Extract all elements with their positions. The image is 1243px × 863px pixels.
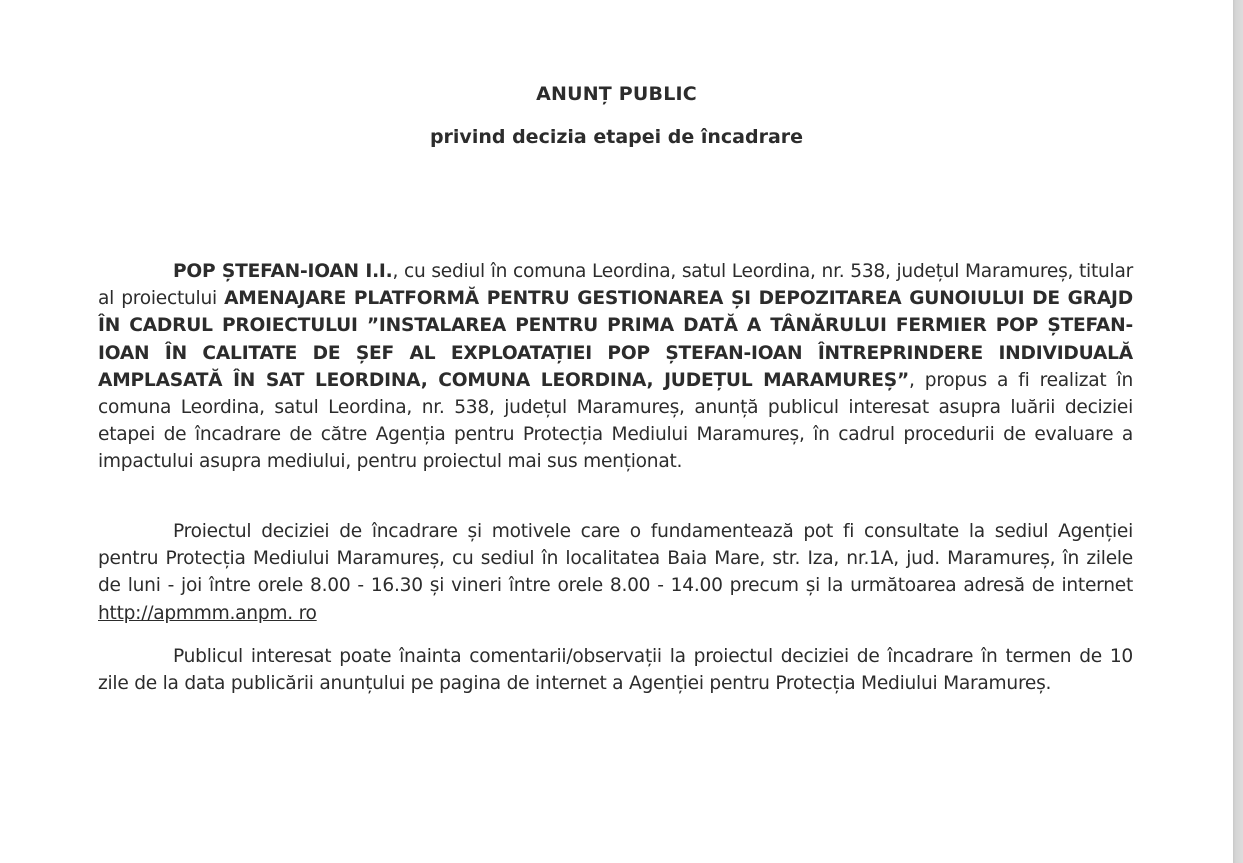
paragraph-announcement	[98, 258, 1133, 476]
paragraph-consultation	[98, 518, 1133, 627]
paragraph-text: Proiectul deciziei de încadrare și motivele care o fundamentează pot fi consultate la sediul Agenției pentru Protecția Mediului Maramureș, cu sediul în localitatea Baia Mare, str. Iza, nr.1A, jud. Maramureș, în zilele de luni - joi între orele 8.00 - 16.30 și vineri între orele 8.00 - 14.00 precum și la următoarea adresă de internet	[98, 521, 1133, 597]
paragraph-text: , cu sediul în comuna Leordina, satul Leordina, nr. 538, județul Maramureș, titular al proiectului	[98, 261, 1133, 310]
project-name: AMENAJARE PLATFORMĂ PENTRU GESTIONAREA ȘI DEPOZITAREA GUNOIULUI DE GRAJD ÎN CADRUL PROIECTULUI ”INSTALAREA PENTRU PRIMA DATĂ A TÂNĂRULUI FERMIER POP ȘTEFAN-IOAN ÎN CALITATE DE ȘEF AL EXPLOATAȚIEI POP ȘTEFAN-IOAN ÎNTREPRINDERE INDIVIDUALĂ AMPLASATĂ ÎN SAT LEORDINA, COMUNA LEORDINA, JUDEȚUL MARAMUREȘ”	[98, 288, 1133, 391]
paragraph-text: , propus a fi realizat în comuna Leordina, satul Leordina, nr. 538, județul Maramureș, anunță publicul interesat asupra luării deciziei etapei de încadrare de către Agenția pentru Protecția Mediului Maramureș, în cadrul procedurii de evaluare a impactului asupra mediului, pentru proiectul mai sus menționat.	[98, 369, 1133, 473]
applicant-name: POP ȘTEFAN-IOAN I.I.	[173, 261, 393, 282]
paragraph-text: Publicul interesat poate înainta comentarii/observații la proiectul deciziei de încadrare în termen de 10 zile de la data publicării anunțului pe pagina de internet a Agenției pentru Protecția Mediului Maramureș.	[98, 646, 1133, 695]
document-subtitle: privind decizia etapei de încadrare	[429, 126, 804, 148]
document-title: ANUNȚ PUBLIC	[536, 83, 697, 105]
website-link[interactable]: http://apmmm.anpm. ro	[98, 602, 317, 624]
paragraph-comments	[98, 643, 1133, 697]
page-edge-shadow	[1233, 0, 1243, 863]
